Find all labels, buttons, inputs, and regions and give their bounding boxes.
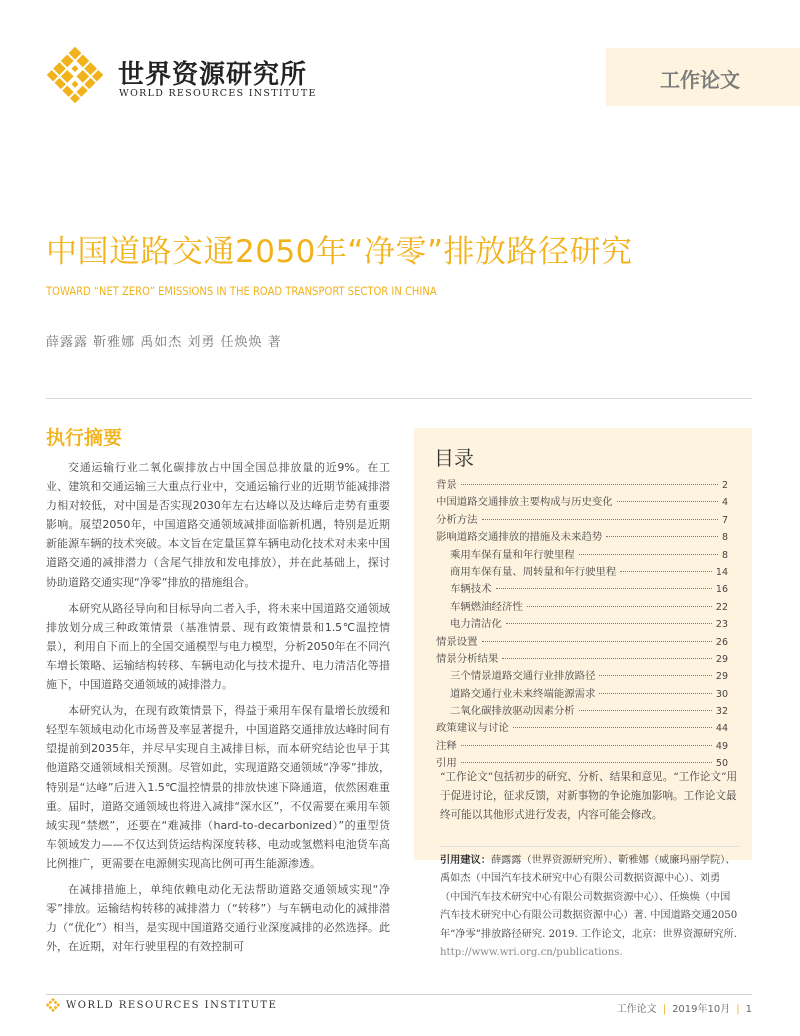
toc-item[interactable] bbox=[436, 719, 728, 736]
toc-item[interactable] bbox=[436, 546, 728, 563]
toc-item[interactable] bbox=[436, 493, 728, 510]
toc-item-page: 14 bbox=[715, 566, 728, 578]
toc-item-label: 二氧化碳排放驱动因素分析 bbox=[450, 705, 575, 718]
toc-title: 目录 bbox=[434, 446, 474, 470]
footer-date: 2019年10月 bbox=[672, 1004, 731, 1015]
authors: 薛露露 靳雅娜 禹如杰 刘勇 任焕焕 著 bbox=[46, 335, 282, 350]
page-subtitle-en: TOWARD “NET ZERO” EMISSIONS IN THE ROAD TRANSPORT SECTOR IN CHINA bbox=[46, 284, 437, 298]
footer-meta bbox=[617, 1000, 752, 1015]
toc-item-label: 引用 bbox=[436, 757, 457, 770]
toc-item-label: 情景设置 bbox=[436, 635, 478, 648]
footer-org: WORLD RESOURCES INSTITUTE bbox=[66, 1000, 278, 1011]
toc-item-page: 8 bbox=[721, 549, 728, 561]
page-title: 中国道路交通2050年“净零”排放路径研究 bbox=[46, 234, 633, 270]
toc-item[interactable] bbox=[436, 667, 728, 684]
toc-item-label: 分析方法 bbox=[436, 513, 478, 526]
toc-item-label: 道路交通行业未来终端能源需求 bbox=[450, 687, 596, 700]
toc-item-label: 情景分析结果 bbox=[436, 652, 499, 665]
toc-leader-dots bbox=[599, 675, 711, 676]
toc-item-page: 29 bbox=[715, 653, 728, 665]
toc-item[interactable] bbox=[436, 650, 728, 667]
toc-item-page: 16 bbox=[715, 584, 728, 596]
toc-list bbox=[436, 476, 728, 772]
toc-item-page: 50 bbox=[715, 758, 728, 770]
toc-item-page: 2 bbox=[721, 480, 728, 491]
toc-item-page: 8 bbox=[721, 532, 728, 544]
divider bbox=[46, 398, 752, 399]
summary-paragraph: 交通运输行业二氧化碳排放占中国全国总排放量的近9%。在工业、建筑和交通运输三大重点行业中，交通运输行业的近期节能减排潜力相对较低，对中国是否实现2030年左右达峰以及达峰后走势有重要影响。展望2050年，中国道路交通领域减排面临新机遇，特别是近期新能源车辆的技术突破。本文旨在定量匡算车辆电动化技术对未来中国道路交通的减排潜力（含尾气排放和发电排放），并在此基础上，探讨协助道路交通实现“净零”排放的措施组合。 bbox=[46, 461, 390, 589]
toc-item-page: 26 bbox=[715, 636, 728, 648]
toc-item-page: 7 bbox=[721, 514, 728, 526]
footer-doc-type: 工作论文 bbox=[616, 1004, 657, 1015]
toc-item[interactable] bbox=[436, 615, 728, 632]
citation-link[interactable]: http://www.wri.org.cn/publications. bbox=[440, 947, 623, 959]
toc-item-label: 注释 bbox=[436, 739, 457, 752]
toc-item-page: 49 bbox=[715, 740, 728, 752]
toc-leader-dots bbox=[579, 710, 712, 711]
toc-leader-dots bbox=[482, 519, 718, 520]
summary-paragraph: 在减排措施上，单纯依赖电动化无法帮助道路交通领域实现“净零”排放。运输结构转移的减排潜力（“转移”）与车辆电动化的减排潜力（“优化”）相当，是实现中国道路交通行业深度减排的必然选择。此外，在近期，对年行驶里程的有效控制可 bbox=[46, 882, 390, 954]
toc-item-label: 电力清洁化 bbox=[450, 618, 502, 631]
toc-item-page: 4 bbox=[721, 497, 728, 509]
footer-divider bbox=[46, 994, 752, 995]
footer-separator: | bbox=[736, 1004, 740, 1015]
toc-leader-dots bbox=[496, 588, 712, 589]
toc-leader-dots bbox=[606, 536, 718, 537]
toc-item-label: 中国道路交通排放主要构成与历史变化 bbox=[436, 496, 613, 509]
toc-item[interactable] bbox=[436, 702, 728, 719]
toc-item[interactable] bbox=[436, 563, 728, 580]
summary-body bbox=[46, 458, 390, 963]
toc-leader-dots bbox=[599, 693, 711, 694]
toc-leader-dots bbox=[620, 571, 712, 572]
toc-item-label: 三个情景道路交通行业排放路径 bbox=[450, 670, 596, 683]
summary-paragraph: 本研究从路径导向和目标导向二者入手，将未来中国道路交通领域排放划分成三种政策情景（基准情景、现有政策情景和1.5℃温控情景），利用自下而上的全国交通模型与电力模型，分析2050年在不同汽车增长策略、运输结构转移、车辆电动化与技术提升、电力清洁化等措施下，中国道路交通领域的减排潜力。 bbox=[46, 601, 390, 692]
toc-leader-dots bbox=[461, 762, 712, 763]
toc-item[interactable] bbox=[436, 528, 728, 545]
toc-leader-dots bbox=[482, 641, 712, 642]
doc-type-label: 工作论文 bbox=[660, 68, 740, 92]
toc-item-page: 22 bbox=[715, 601, 728, 613]
footer-separator: | bbox=[662, 1004, 667, 1015]
toc-item[interactable] bbox=[436, 511, 728, 528]
citation-label: 引用建议： bbox=[440, 855, 491, 866]
toc-item[interactable] bbox=[436, 580, 728, 597]
toc-item-label: 车辆技术 bbox=[450, 583, 492, 596]
citation bbox=[440, 852, 740, 962]
toc-item-label: 车辆燃油经济性 bbox=[450, 600, 523, 613]
divider bbox=[440, 846, 740, 847]
toc-item-label: 商用车保有量、周转量和年行驶里程 bbox=[450, 565, 617, 578]
toc-item[interactable] bbox=[436, 685, 728, 702]
toc-leader-dots bbox=[506, 623, 712, 624]
wri-logo-icon bbox=[44, 44, 106, 106]
toc-item-label: 乘用车保有量和年行驶里程 bbox=[450, 548, 575, 561]
toc-item-page: 32 bbox=[715, 706, 728, 718]
toc-item[interactable] bbox=[436, 633, 728, 650]
toc-item[interactable] bbox=[436, 476, 728, 493]
toc-item[interactable] bbox=[436, 598, 728, 615]
toc-item-page: 44 bbox=[715, 723, 728, 735]
citation-text: 薛露露（世界资源研究所）、靳雅娜（威廉玛丽学院）、禹如杰（中国汽车技术研究中心有限公司数据资源中心）、刘勇（中国汽车技术研究中心有限公司数据资源中心）、任焕焕（中国汽车技术研究中心有限公司数据资源中心）著. 中国道路交通2050年“净零”排放路径研究. 2019. 工作论文，北京：世界资源研究所. bbox=[440, 855, 738, 940]
wri-logo-small-icon bbox=[46, 998, 60, 1012]
doc-type-badge bbox=[606, 48, 800, 106]
summary-paragraph: 本研究认为，在现有政策情景下，得益于乘用车保有量增长放缓和轻型车领域电动化市场普及率显著提升，中国道路交通排放达峰时间有望提前到2035年，并尽早实现自主减排目标，而本研究结论也早于其他道路交通领域相关预测。尽管如此，实现道路交通领域“净零”排放，特别是“达峰”后进入1.5℃温控情景的排放快速下降通道，依然困难重重。届时，道路交通领域也将进入减排“深水区”，不仅需要在乘用车领域实现“禁燃”，还要在“难减排（hard-to-decarbonized）”的重型货车领域发力——不仅达到货运结构深度转移、电动或氢燃料电池货车高比例推广，更需要在电源侧实现高比例可再生能源渗透。 bbox=[46, 704, 390, 870]
toc-item-label: 政策建议与讨论 bbox=[436, 722, 509, 735]
section-heading: 执行摘要 bbox=[46, 427, 123, 449]
toc-item-page: 30 bbox=[715, 688, 728, 700]
toc-leader-dots bbox=[617, 501, 718, 502]
toc-item[interactable] bbox=[436, 737, 728, 754]
toc-leader-dots bbox=[502, 658, 712, 659]
page-number: 1 bbox=[745, 1004, 752, 1015]
toc-leader-dots bbox=[527, 606, 712, 607]
toc-item-page: 29 bbox=[715, 671, 728, 683]
toc-item-label: 影响道路交通排放的措施及未来趋势 bbox=[436, 531, 603, 544]
toc-leader-dots bbox=[461, 745, 712, 746]
org-name-cn: 世界资源研究所 bbox=[118, 60, 308, 90]
toc-leader-dots bbox=[513, 727, 712, 728]
toc-leader-dots bbox=[579, 554, 718, 555]
toc-leader-dots bbox=[461, 484, 718, 485]
org-name-en: WORLD RESOURCES INSTITUTE bbox=[119, 88, 317, 99]
toc-item-page: 23 bbox=[715, 619, 728, 631]
toc-item-label: 背景 bbox=[436, 479, 457, 491]
working-paper-note: “工作论文”包括初步的研究、分析、结果和意见。“工作论文”用于促进讨论，征求反馈，对新事物的争论施加影响。工作论文最终可能以其他形式进行发表，内容可能会修改。 bbox=[440, 771, 738, 821]
